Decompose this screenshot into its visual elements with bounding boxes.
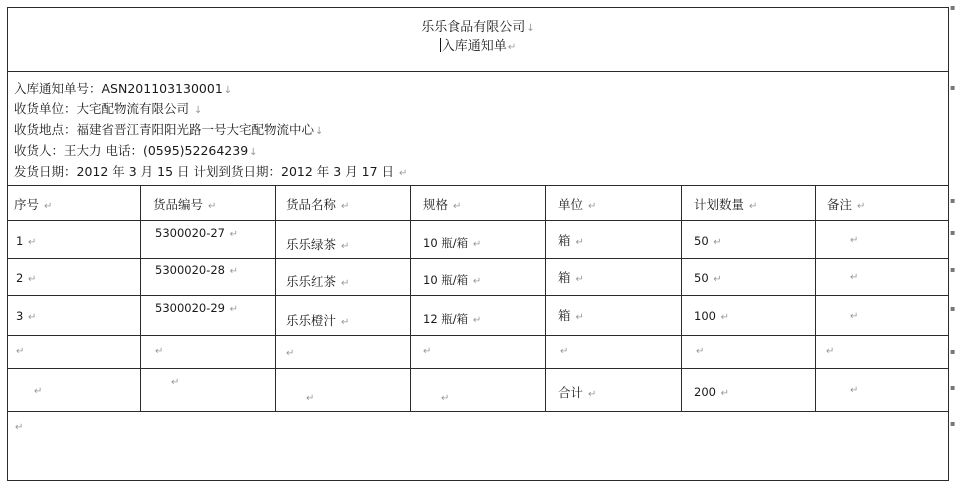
cell-empty[interactable]: ↵: [682, 336, 816, 368]
cell-spec[interactable]: 10 瓶/箱 ↵: [411, 221, 546, 258]
row-end-marker: ▪: [950, 3, 955, 12]
cell-total-value[interactable]: 200 ↵: [682, 369, 816, 411]
receiver-contact[interactable]: 收货人：王大力 电话：(0595)52264239: [14, 143, 249, 158]
inbound-notice-table: [7, 7, 949, 481]
document-title-line: [8, 38, 948, 57]
paragraph-mark: ↵: [507, 42, 517, 53]
table-row: [8, 296, 948, 336]
cell-index[interactable]: 2 ↵: [8, 259, 141, 295]
cell-empty[interactable]: ↵: [8, 369, 141, 411]
cell-quantity[interactable]: 50 ↵: [682, 221, 816, 258]
cell-spec[interactable]: 12 瓶/箱 ↵: [411, 296, 546, 335]
line-break-mark: ↓: [223, 85, 233, 96]
cell-empty[interactable]: ↵: [850, 385, 859, 396]
cell-remark[interactable]: ↵: [850, 311, 859, 322]
table-total-row: [8, 369, 948, 412]
row-end-marker: ▪: [950, 383, 955, 392]
cell-empty[interactable]: ↵: [546, 336, 682, 368]
cell-empty[interactable]: ↵: [141, 336, 276, 368]
cell-total-label[interactable]: 合计 ↵: [546, 369, 682, 411]
line-break-mark: ↓: [249, 147, 258, 158]
table-footer-area[interactable]: ↵: [15, 422, 24, 433]
header-cell-index[interactable]: 序号 ↵: [8, 185, 141, 220]
paragraph-mark: ↵: [399, 168, 408, 179]
header-cell-unit[interactable]: 单位 ↵: [546, 185, 682, 220]
asn-number[interactable]: 入库通知单号：ASN201103130001: [14, 81, 223, 96]
cell-remark[interactable]: ↵: [850, 235, 859, 246]
header-cell-quantity[interactable]: 计划数量 ↵: [682, 185, 816, 220]
receiver-unit[interactable]: 收货单位：大宅配物流有限公司: [14, 101, 193, 116]
receiving-address[interactable]: 收货地点：福建省晋江青阳阳光路一号大宅配物流中心: [14, 122, 315, 137]
cell-index[interactable]: 3 ↵: [8, 296, 141, 335]
dates-line: [14, 163, 407, 181]
cell-empty[interactable]: ↵: [141, 369, 276, 411]
cell-quantity[interactable]: 100 ↵: [682, 296, 816, 335]
cell-sku[interactable]: 5300020-27 ↵: [141, 221, 276, 258]
cell-name[interactable]: 乐乐绿茶 ↵: [276, 221, 411, 258]
ship-dates[interactable]: 发货日期：2012 年 3 月 15 日 计划到货日期：2012 年 3 月 17 日: [14, 164, 399, 179]
row-end-marker: ▪: [950, 228, 955, 237]
document-title[interactable]: 入库通知单: [441, 39, 507, 54]
cell-sku[interactable]: 5300020-28 ↵: [141, 259, 276, 295]
row-end-marker: ▪: [950, 347, 955, 356]
header-cell-spec[interactable]: 规格 ↵: [411, 185, 546, 220]
cell-empty[interactable]: ↵: [411, 336, 546, 368]
line-break-mark: ↓: [315, 126, 324, 137]
asn-number-line: [14, 80, 232, 98]
cell-unit[interactable]: 箱 ↵: [546, 296, 682, 335]
table-row-empty: [8, 336, 948, 369]
row-end-markers: [950, 0, 954, 485]
cell-remark[interactable]: ↵: [850, 272, 859, 283]
cell-unit[interactable]: 箱 ↵: [546, 259, 682, 295]
cell-quantity[interactable]: 50 ↵: [682, 259, 816, 295]
header-cell-name[interactable]: 货品名称 ↵: [276, 185, 411, 220]
cell-name[interactable]: 乐乐橙汁 ↵: [276, 296, 411, 335]
receiver-unit-line: [14, 100, 202, 118]
cell-empty[interactable]: ↵: [8, 336, 141, 368]
cell-empty[interactable]: ↵: [276, 336, 411, 368]
cell-name[interactable]: 乐乐红茶 ↵: [276, 259, 411, 295]
cell-sku[interactable]: 5300020-29 ↵: [141, 296, 276, 335]
cell-empty[interactable]: ↵: [276, 369, 411, 411]
cell-empty[interactable]: ↵: [826, 346, 835, 357]
row-end-marker: ▪: [950, 83, 955, 92]
header-cell-sku[interactable]: 货品编号 ↵: [141, 185, 276, 220]
text-cursor: [440, 38, 441, 52]
table-row: [8, 221, 948, 259]
document-header: [8, 8, 948, 72]
row-end-marker: ▪: [950, 196, 955, 205]
header-cell-remark[interactable]: 备注 ↵: [827, 197, 866, 212]
line-break-mark: ↓: [193, 105, 203, 116]
company-name[interactable]: 乐乐食品有限公司: [421, 20, 526, 35]
contact-line: [14, 142, 258, 160]
address-line: [14, 121, 323, 139]
table-row: [8, 259, 948, 296]
cell-spec[interactable]: 10 瓶/箱 ↵: [411, 259, 546, 295]
row-end-marker: ▪: [950, 304, 955, 313]
shipment-info: [8, 71, 948, 186]
cell-unit[interactable]: 箱 ↵: [546, 221, 682, 258]
table-header-row: [8, 185, 948, 221]
row-end-marker: ▪: [950, 419, 955, 428]
row-end-marker: ▪: [950, 265, 955, 274]
company-name-line: [8, 19, 948, 38]
cell-index[interactable]: 1 ↵: [8, 221, 141, 258]
cell-empty[interactable]: ↵: [411, 369, 546, 411]
line-break-mark: ↓: [526, 23, 535, 34]
